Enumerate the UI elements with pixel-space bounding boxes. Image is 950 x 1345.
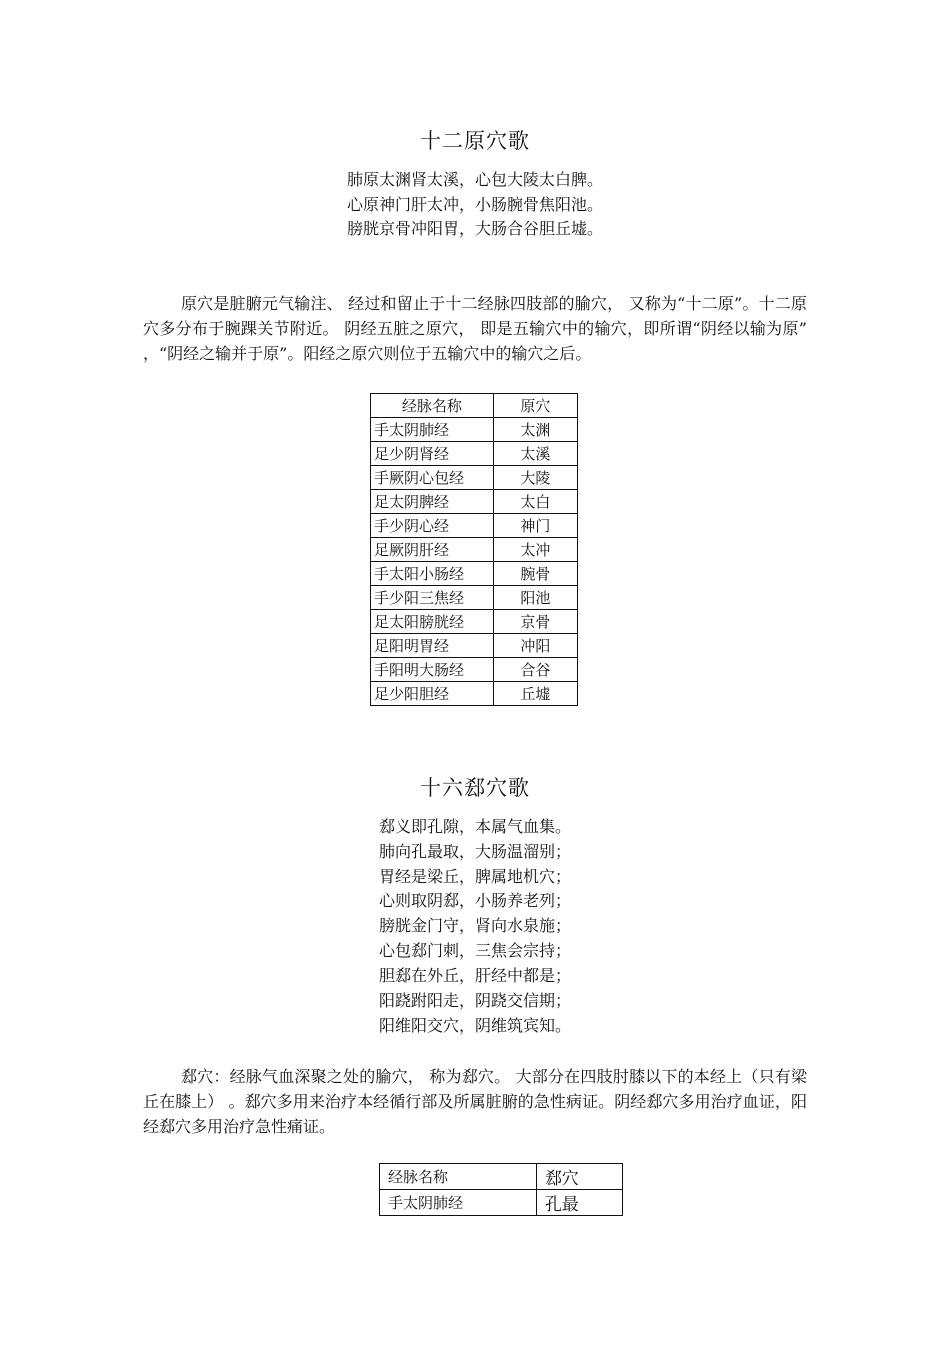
table-row	[371, 634, 578, 658]
table-header-row	[371, 394, 578, 418]
table-row	[371, 610, 578, 634]
meridian-cell: 足厥阴肝经	[371, 538, 494, 562]
point-cell: 太白	[493, 490, 577, 514]
meridian-cell: 足太阴脾经	[371, 490, 494, 514]
meridian-cell: 手阳明大肠经	[371, 658, 494, 682]
meridian-cell: 足阳明胃经	[371, 634, 494, 658]
meridian-cell: 手太阴肺经	[371, 418, 494, 442]
poem-line: 胆郄在外丘，肝经中都是；	[378, 966, 571, 985]
table-row	[371, 514, 578, 538]
column-header-point: 原穴	[493, 394, 577, 418]
point-cell: 大陵	[493, 466, 577, 490]
point-cell: 太溪	[493, 442, 577, 466]
yuan-acupoint-table	[370, 393, 578, 706]
point-cell: 腕骨	[493, 562, 577, 586]
poem-line: 肺向孔最取，大肠温溜别；	[378, 842, 571, 861]
table-row	[371, 658, 578, 682]
poem-line: 肺原太渊肾太溪，心包大陵太白脾。	[346, 170, 603, 189]
table-row	[371, 490, 578, 514]
table-row	[371, 418, 578, 442]
point-cell: 京骨	[493, 610, 577, 634]
poem-line: 膀胱京骨冲阳胃，大肠合谷胆丘墟。	[346, 219, 603, 238]
meridian-cell: 手厥阴心包经	[371, 466, 494, 490]
poem-line: 心原神门肝太冲，小肠腕骨焦阳池。	[346, 195, 603, 214]
point-cell: 太冲	[493, 538, 577, 562]
point-cell: 丘墟	[493, 682, 577, 706]
poem-line: 心则取阴郄，小肠养老列；	[378, 891, 571, 910]
meridian-cell: 手少阴心经	[371, 514, 494, 538]
poem-line: 阳跷跗阳走，阴跷交信期；	[378, 991, 571, 1010]
xi-paragraph: 郄穴：经脉气血深聚之处的腧穴， 称为郄穴。 大部分在四肢肘膝以下的本经上（只有梁丘在膝上） 。郄穴多用来治疗本经循行部及所属脏腑的急性病证。阴经郄穴多用治疗血证，阳经郄穴多用治疗急性痛证。	[143, 1067, 807, 1136]
meridian-cell: 手少阳三焦经	[371, 586, 494, 610]
xi-acupoint-table	[379, 1163, 623, 1216]
table-row	[371, 586, 578, 610]
point-cell: 合谷	[493, 658, 577, 682]
yuan-section-title: 十二原穴歌	[420, 129, 530, 153]
poem-line: 郄义即孔隙，本属气血集。	[378, 817, 571, 836]
poem-line: 阳维阳交穴，阴维筑宾知。	[378, 1016, 571, 1035]
point-cell: 孔最	[536, 1190, 622, 1216]
table-row	[371, 562, 578, 586]
meridian-cell: 足少阴肾经	[371, 442, 494, 466]
table-header-row	[380, 1164, 623, 1190]
column-header-meridian: 经脉名称	[371, 394, 494, 418]
point-cell: 神门	[493, 514, 577, 538]
meridian-cell: 手太阳小肠经	[371, 562, 494, 586]
table-row	[371, 682, 578, 706]
point-cell: 阳池	[493, 586, 577, 610]
poem-line: 心包郄门刺，三焦会宗持；	[378, 941, 571, 960]
meridian-cell: 足少阳胆经	[371, 682, 494, 706]
yuan-paragraph: 原穴是脏腑元气输注、 经过和留止于十二经脉四肢部的腧穴， 又称为“十二原”。十二原穴多分布于腕踝关节附近。 阴经五脏之原穴， 即是五输穴中的输穴，即所谓“阴经以输为原” ，“阴经之输并于原”。阳经之原穴则位于五输穴中的输穴之后。	[143, 294, 807, 363]
meridian-cell: 手太阴肺经	[380, 1190, 537, 1216]
table-row	[371, 442, 578, 466]
poem-line: 胃经是梁丘，脾属地机穴；	[378, 867, 571, 886]
poem-line: 膀胱金门守，肾向水泉施；	[378, 916, 571, 935]
point-cell: 冲阳	[493, 634, 577, 658]
point-cell: 太渊	[493, 418, 577, 442]
meridian-cell: 足太阳膀胱经	[371, 610, 494, 634]
column-header-meridian: 经脉名称	[380, 1164, 537, 1190]
xi-section-title: 十六郄穴歌	[420, 776, 530, 800]
table-row	[380, 1190, 623, 1216]
table-row	[371, 466, 578, 490]
column-header-point: 郄穴	[536, 1164, 622, 1190]
table-row	[371, 538, 578, 562]
